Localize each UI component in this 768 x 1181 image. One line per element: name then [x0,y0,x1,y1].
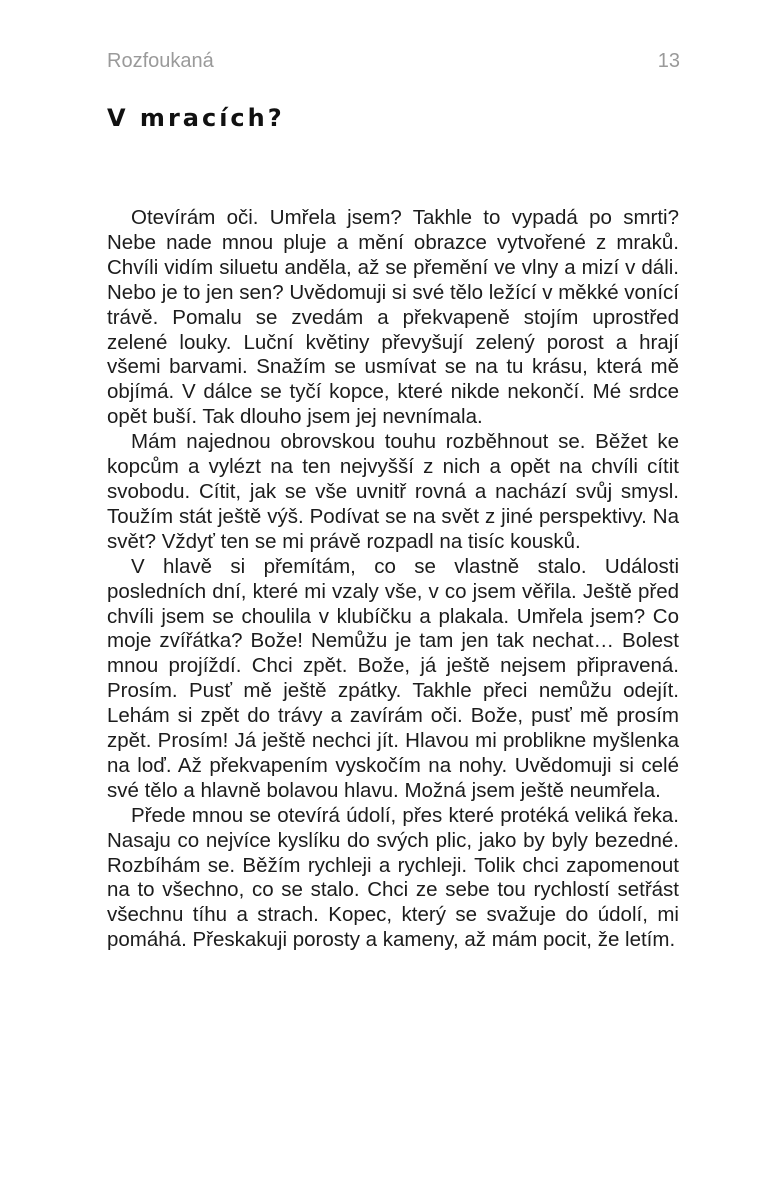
paragraph: Přede mnou se otevírá údolí, přes které protéká veliká řeka. Nasaju co nejvíce kyslíku do svých plic, jako by byly bezedné. Rozbíhám se. Běžím rychleji a rychleji. Tolik chci zapomenout na to všechno, co se stalo. Chci ze sebe tou rychlostí setřást všechnu tíhu a strach. Kopec, který se svažuje do údolí, mi pomáhá. Přeskakuji porosty a kameny, až mám pocit, že letím. [107,803,679,952]
running-header [107,48,680,74]
page-number: 13 [657,49,680,72]
book-title: Rozfoukaná [107,49,214,72]
chapter-title: V mracích? [107,104,285,132]
paragraph: Otevírám oči. Umřela jsem? Takhle to vypadá po smrti? Nebe nade mnou pluje a mění obrazce vytvořené z mraků. Chvíli vidím siluetu anděla, až se přemění ve vlny a mizí v dáli. Nebo je to jen sen? Uvědomuji si své tělo ležící v měkké vonící trávě. Pomalu se zvedám a překvapeně stojím uprostřed zelené louky. Luční květiny převyšují zelený porost a hrají všemi barvami. Snažím se usmívat se na tu krásu, která mě objímá. V dálce se tyčí kopce, které nikde nekončí. Mé srdce opět buší. Tak dlouho jsem jej nevnímala. [107,206,679,429]
paragraph: V hlavě si přemítám, co se vlastně stalo. Události posledních dní, které mi vzaly vše, v co jsem věřila. Ještě před chvíli jsem se choulila v klubíčku a plakala. Umřela jsem? Co moje zvířátka? Bože! Nemůžu je tam jen tak nechat… Bolest mnou projíždí. Chci zpět. Bože, já ještě nejsem připravená. Prosím. Pusť mě ještě zpátky. Takhle přeci nemůžu odejít. Lehám si zpět do trávy a zavírám oči. Bože, pusť mě prosím zpět. Prosím! Já ještě nechci jít. Hlavou mi problikne myšlenka na loď. Až překvapením vyskočím na nohy. Uvědomuji si celé své tělo a hlavně bolavou hlavu. Možná jsem ještě neumřela. [107,554,679,802]
body-text [107,206,679,953]
paragraph: Mám najednou obrovskou touhu rozběhnout se. Běžet ke kopcům a vylézt na ten nejvyšší z nich a opět na chvíli cítit svobodu. Cítit, jak se vše uvnitř rovná a nachází svůj smysl. Toužím stát ještě výš. Podívat se na svět z jiné perspektivy. Na svět? Vždyť ten se mi právě rozpadl na tisíc kousků. [107,430,679,553]
